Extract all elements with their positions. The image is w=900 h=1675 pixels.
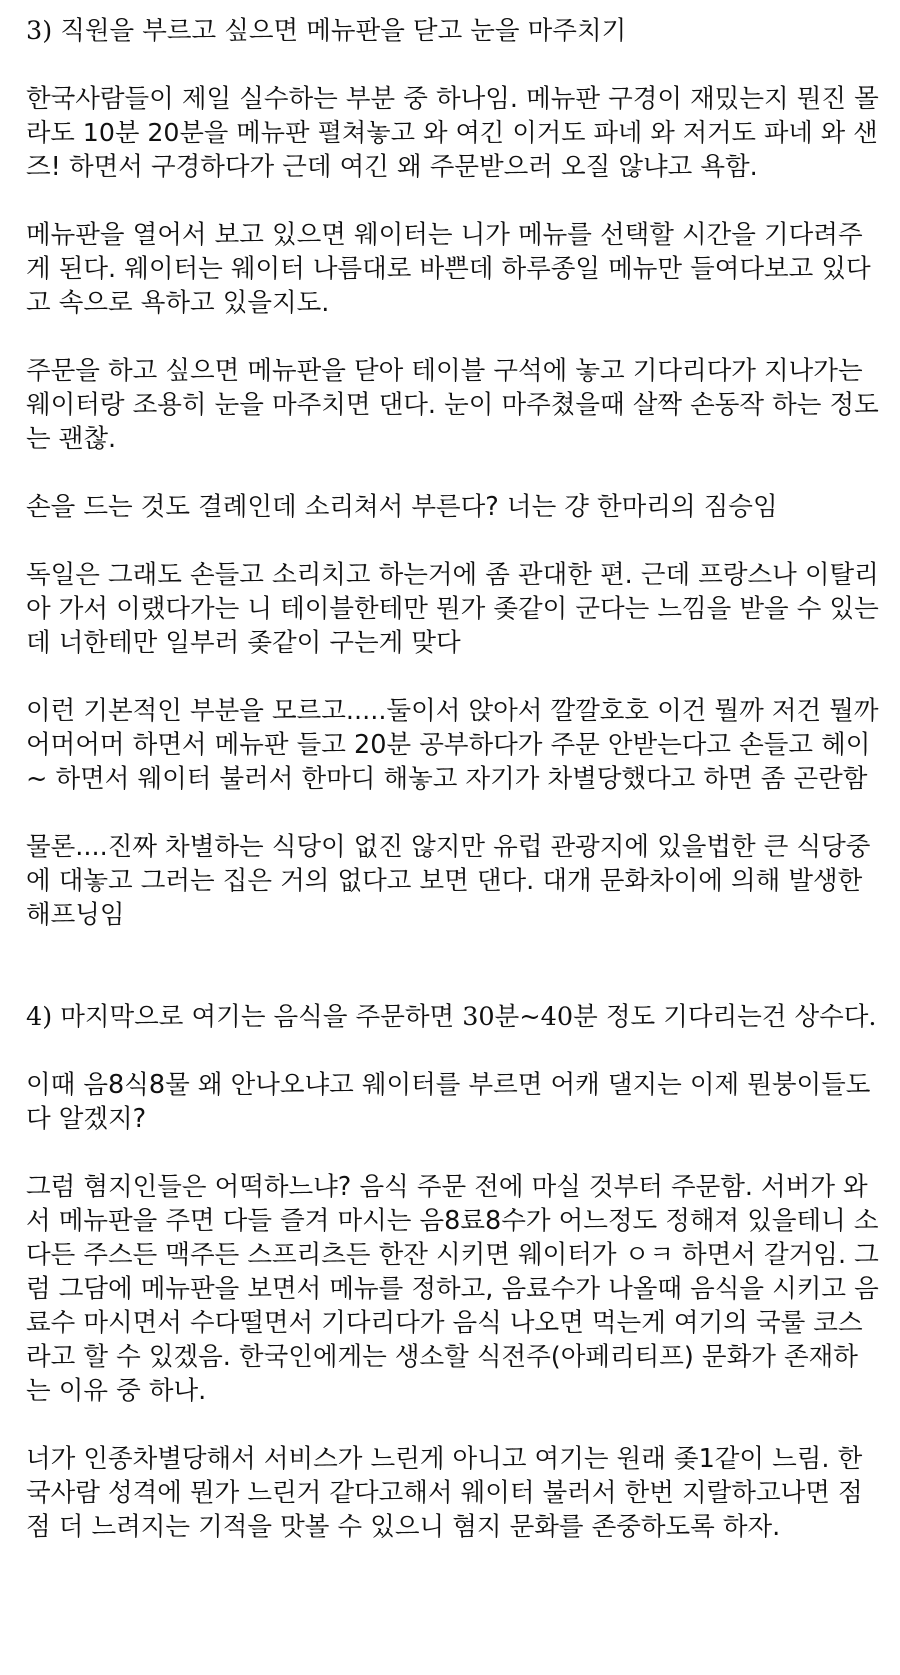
text-line: 라도 10분 20분을 메뉴판 펼쳐놓고 와 여긴 이거도 파네 와 저거도 파네 와 샌 — [26, 118, 878, 147]
paragraph-spacer — [26, 48, 884, 82]
paragraph-spacer — [26, 456, 884, 490]
text-line: 해프닝임 — [26, 900, 125, 930]
text-line: 라고 할 수 있겠음. 한국인에게는 생소할 식전주(아페리티프) 문화가 존재하 — [26, 1342, 858, 1372]
paragraph — [26, 558, 884, 660]
text-line: ~ 하면서 웨이터 불러서 한마디 해놓고 자기가 차별당했다고 하면 좀 곤란함 — [26, 764, 868, 794]
paragraph — [26, 490, 884, 524]
document-body — [26, 14, 884, 1544]
text-line: 메뉴판을 열어서 보고 있으면 웨이터는 니가 메뉴를 선택할 시간을 기다려주 — [26, 220, 863, 250]
text-line: 그럼 혐지인들은 어떡하느냐? 음식 주문 전에 마실 것부터 주문함. 서버가 와 — [26, 1172, 868, 1202]
section-heading: 3) 직원을 부르고 싶으면 메뉴판을 닫고 눈을 마주치기 — [26, 16, 627, 46]
text-line: 게 된다. 웨이터는 웨이터 나름대로 바쁜데 하루종일 메뉴만 들여다보고 있다 — [26, 254, 871, 284]
text-line: 즈! 하면서 구경하다가 근데 여긴 왜 주문받으러 오질 않냐고 욕함. — [26, 152, 758, 182]
text-line: 한국사람들이 제일 실수하는 부분 중 하나임. 메뉴판 구경이 재밌는지 뭔진 몰 — [26, 84, 879, 114]
paragraph — [26, 82, 884, 184]
text-line: 이때 음8식8물 왜 안나오냐고 웨이터를 부르면 어캐 댈지는 이제 뭔붕이들도 — [26, 1070, 871, 1100]
text-line: 서 메뉴판을 주면 다들 즐겨 마시는 음8료8수가 어느정도 정해져 있을테니 소 — [26, 1206, 879, 1236]
paragraph — [26, 1442, 884, 1544]
paragraph-spacer — [26, 796, 884, 830]
paragraph — [26, 694, 884, 796]
text-line: 주문을 하고 싶으면 메뉴판을 닫아 테이블 구석에 놓고 기다리다가 지나가는 — [26, 356, 863, 386]
paragraph-spacer — [26, 524, 884, 558]
paragraph-spacer — [26, 184, 884, 218]
paragraph — [26, 830, 884, 932]
text-line: 어머어머 하면서 메뉴판 들고 20분 공부하다가 주문 안받는다고 손들고 헤이 — [26, 730, 871, 760]
text-line: 다 알겠지? — [26, 1104, 147, 1134]
paragraph-spacer — [26, 1136, 884, 1170]
text-line: 이런 기본적인 부분을 모르고.....둘이서 앉아서 깔깔호호 이건 뭘까 저건 뭘까 — [26, 696, 879, 726]
text-line: 에 대놓고 그러는 집은 거의 없다고 보면 댄다. 대개 문화차이에 의해 발생한 — [26, 866, 863, 896]
text-line: 데 너한테만 일부러 좆같이 구는게 맞다 — [26, 628, 461, 658]
text-line: 물론....진짜 차별하는 식당이 없진 않지만 유럽 관광지에 있을법한 큰 식당중 — [26, 832, 871, 862]
paragraph — [26, 354, 884, 456]
paragraph-spacer — [26, 320, 884, 354]
paragraph — [26, 1170, 884, 1408]
section-heading: 4) 마지막으로 여기는 음식을 주문하면 30분~40분 정도 기다리는건 상수다. — [26, 1002, 877, 1032]
text-line: 점 더 느려지는 기적을 맛볼 수 있으니 혐지 문화를 존중하도록 하자. — [26, 1512, 781, 1542]
paragraph-spacer — [26, 1408, 884, 1442]
text-line: 너가 인종차별당해서 서비스가 느린게 아니고 여기는 원래 좆1같이 느림. 한 — [26, 1444, 863, 1474]
paragraph — [26, 1068, 884, 1136]
paragraph-spacer — [26, 1034, 884, 1068]
text-line: 웨이터랑 조용히 눈을 마주치면 댄다. 눈이 마주쳤을때 살짝 손동작 하는 정도 — [26, 390, 879, 420]
text-line: 료수 마시면서 수다떨면서 기다리다가 음식 나오면 먹는게 여기의 국룰 코스 — [26, 1308, 863, 1338]
text-line: 는 괜찮. — [26, 424, 117, 454]
text-line: 다든 주스든 맥주든 스프리츠든 한잔 시키면 웨이터가 ㅇㅋ 하면서 갈거임. 그 — [26, 1240, 879, 1270]
paragraph-spacer — [26, 660, 884, 694]
text-line: 럼 그담에 메뉴판을 보면서 메뉴를 정하고, 음료수가 나올때 음식을 시키고 음 — [26, 1274, 879, 1304]
paragraph — [26, 218, 884, 320]
text-line: 는 이유 중 하나. — [26, 1376, 207, 1406]
section-spacer — [26, 932, 884, 1000]
text-line: 아 가서 이랬다가는 니 테이블한테만 뭔가 좆같이 군다는 느낌을 받을 수 있는 — [26, 594, 879, 624]
text-line: 손을 드는 것도 결례인데 소리쳐서 부른다? 너는 걍 한마리의 짐승임 — [26, 492, 778, 522]
text-line: 고 속으로 욕하고 있을지도. — [26, 288, 330, 318]
text-line: 독일은 그래도 손들고 소리치고 하는거에 좀 관대한 편. 근데 프랑스나 이탈리 — [26, 560, 879, 590]
text-line: 국사람 성격에 뭔가 느린거 같다고해서 웨이터 불러서 한번 지랄하고나면 점 — [26, 1478, 863, 1508]
